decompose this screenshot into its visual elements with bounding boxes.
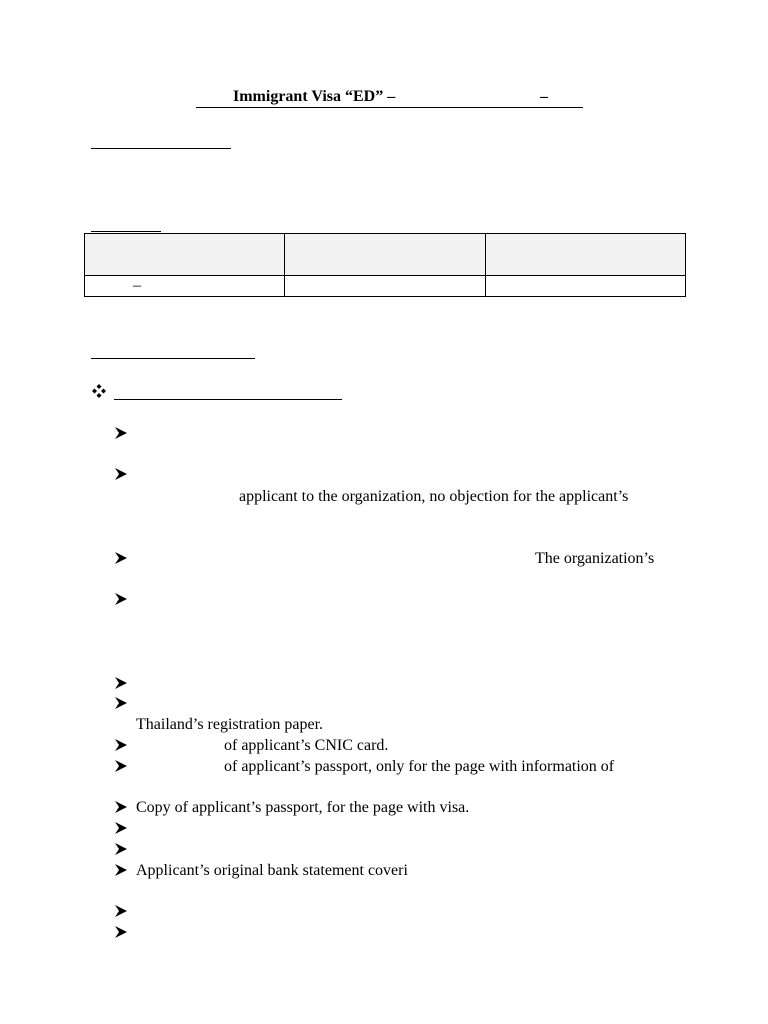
subsection-heading-underline (114, 399, 342, 400)
list-item-text: The organization’s (535, 550, 655, 567)
arrowhead-bullet-icon (115, 822, 127, 834)
title-text: Immigrant Visa “ED” – (233, 88, 396, 105)
section-heading-underline-2 (91, 231, 161, 232)
table-header-cell (285, 234, 485, 276)
fee-table (84, 233, 686, 297)
list-item-text: Thailand’s registration paper. (136, 716, 324, 733)
arrowhead-bullet-icon (115, 926, 127, 938)
arrowhead-bullet-icon (115, 905, 127, 917)
arrowhead-bullet-icon (115, 801, 127, 813)
list-item-text: Applicant’s original bank statement coveri (136, 862, 408, 879)
arrowhead-bullet-icon (115, 864, 127, 876)
arrowhead-bullet-icon (115, 593, 127, 605)
section-heading-underline-3 (91, 358, 255, 359)
arrowhead-bullet-icon (115, 843, 127, 855)
arrowhead-bullet-icon (115, 760, 127, 772)
arrowhead-bullet-icon (115, 697, 127, 709)
table-cell (285, 276, 485, 297)
table-cell: – (85, 276, 285, 297)
arrowhead-bullet-icon (115, 677, 127, 689)
arrowhead-bullet-icon (115, 552, 127, 564)
arrowhead-bullet-icon (115, 427, 127, 439)
document-title (196, 88, 583, 108)
section-heading-underline-1 (91, 148, 231, 149)
title-dash: – (540, 88, 548, 105)
diamond-four-bullet-icon (92, 384, 106, 398)
list-item-text: of applicant’s CNIC card. (224, 737, 389, 754)
list-item-text: of applicant’s passport, only for the page with information of (224, 758, 615, 775)
table-cell (485, 276, 685, 297)
table-row (85, 276, 686, 297)
table-header-cell (85, 234, 285, 276)
arrowhead-bullet-icon (115, 739, 127, 751)
list-item-text: Copy of applicant’s passport, for the page with visa. (136, 799, 470, 816)
arrowhead-bullet-icon (115, 468, 127, 480)
table-header-row (85, 234, 686, 276)
list-item-text: applicant to the organization, no objection for the applicant’s (239, 488, 629, 505)
table-header-cell (485, 234, 685, 276)
